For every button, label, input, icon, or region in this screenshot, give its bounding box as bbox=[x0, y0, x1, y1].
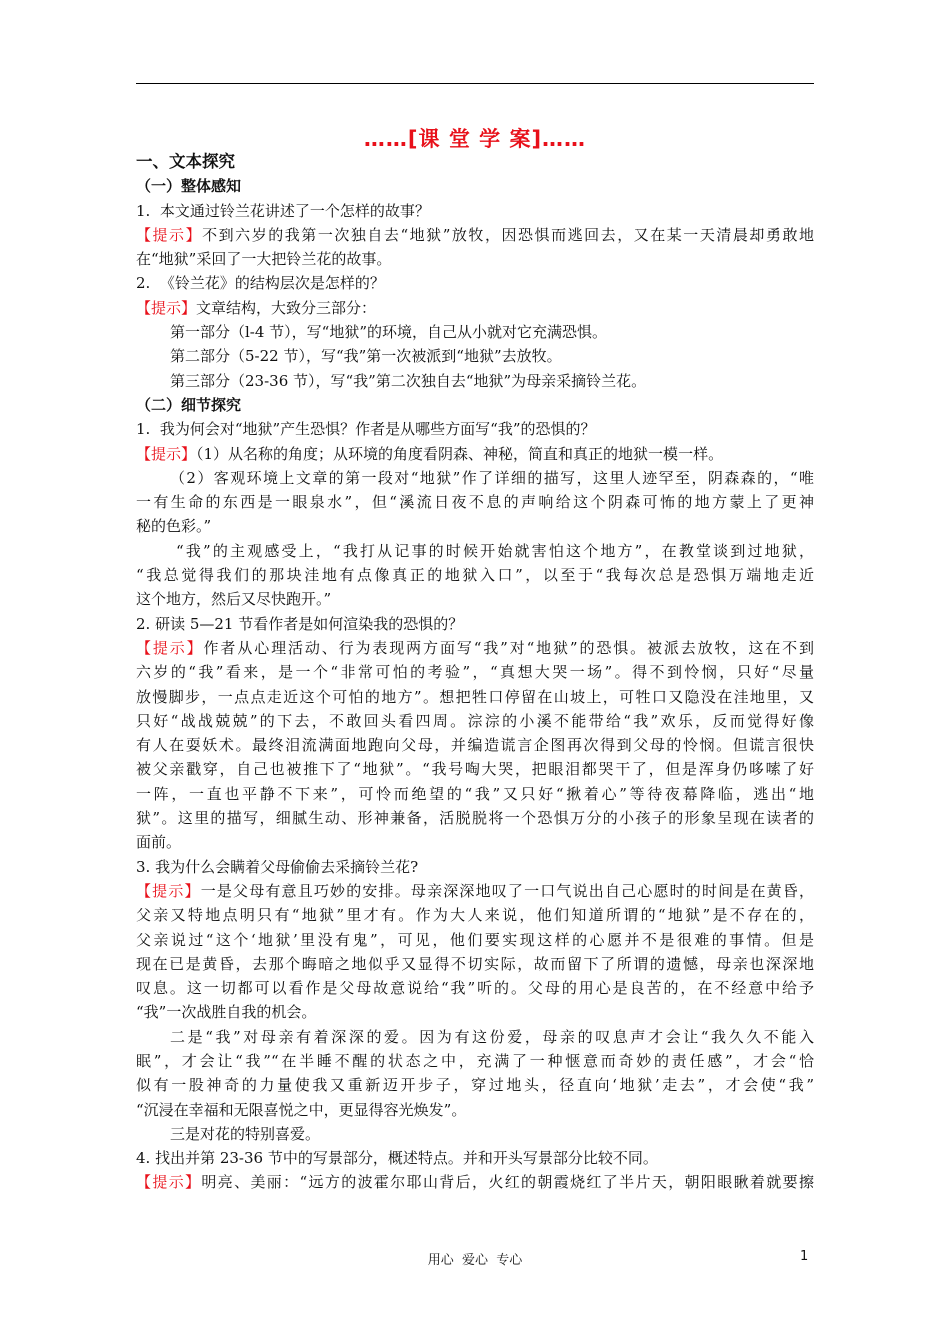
header-rule bbox=[136, 83, 814, 84]
answer-line: 有人在耍妖术。最终泪流满面地跑向父母，并编造谎言企图再次得到父母的怜悯。但谎言很快 bbox=[136, 736, 814, 755]
structure-part: 第二部分（5-22 节），写“我”第一次被派到“地狱”去放牧。 bbox=[170, 347, 562, 366]
hint-tag: 【提示】 bbox=[136, 225, 203, 244]
answer-line: 一阵，一直也平静不下来”，可怜而绝望的“我”又只好“揪着心”等待夜幕降临，逃出“地 bbox=[136, 784, 814, 803]
answer-line: 【提示】文章结构，大致分三部分： bbox=[136, 298, 377, 317]
answer-line: 父亲又特地点明只有“地狱”里才有。作为大人来说，他们知道所谓的“地狱”是不存在的， bbox=[136, 906, 814, 925]
page-title: ……[课 堂 学 案]…… bbox=[363, 127, 587, 151]
document-body bbox=[136, 150, 814, 1195]
page-footer: 用心 爱心 专心 bbox=[427, 1253, 523, 1268]
hint-tag: 【提示】 bbox=[136, 638, 204, 657]
answer-line: 【提示】不到六岁的我第一次独自去“地狱”放牧，因恐惧而逃回去，又在某一天清晨却勇敢地 bbox=[136, 225, 814, 244]
answer-line: 一有生命的东西是一眼泉水”，但“溪流日夜不息的声响给这个阴森可怖的地方蒙上了更神 bbox=[136, 493, 814, 512]
answer-line: 似有一股神奇的力量使我又重新迈开步子，穿过地头，径直向‘地狱’走去”，才会使“我” bbox=[136, 1076, 814, 1095]
answer-line: 放慢脚步，一点点走近这个可怕的地方”。想把牲口停留在山坡上，可牲口又隐没在洼地里，又 bbox=[136, 687, 814, 706]
answer-line: 叹息。这一切都可以看作是父母故意说给“我”听的。父母的用心是良苦的，在不经意中给予 bbox=[136, 979, 814, 998]
answer-line: 被父亲戳穿，自己也被推下了“地狱”。“我号啕大哭，把眼泪都哭干了，但是浑身仍哆嗦了好 bbox=[136, 760, 814, 779]
answer-line: （2）客观环境上文章的第一段对“地狱”作了详细的描写，这里人迹罕至，阴森森的，“唯 bbox=[170, 468, 814, 487]
answer-line: 【提示】一是父母有意且巧妙的安排。母亲深深地叹了一口气说出自己心愿时的时间是在黄昏， bbox=[136, 881, 814, 900]
subsection-heading: （二）细节探究 bbox=[136, 395, 242, 414]
question: 2. 研读 5—21 节看作者是如何渲染我的恐惧的？ bbox=[136, 614, 464, 633]
section-heading: 一、文本探究 bbox=[136, 152, 235, 171]
answer-line: 三是对花的特别喜爱。 bbox=[170, 1124, 321, 1143]
question: 3. 我为什么会瞒着父母偷偷去采摘铃兰花? bbox=[136, 857, 419, 876]
structure-part: 第三部分（23-36 节），写“我”第二次独自去“地狱”为母亲采摘铃兰花。 bbox=[170, 371, 647, 390]
question: 2. 《铃兰花》的结构层次是怎样的？ bbox=[136, 274, 385, 293]
answer-line: 狱”。这里的描写，细腻生动、形神兼备，活脱脱将一个恐惧万分的小孩子的形象呈现在读者的 bbox=[136, 809, 814, 828]
question: 4. 找出并第 23-36 节中的写景部分，概述特点。并和开头写景部分比较不同。 bbox=[136, 1149, 658, 1168]
answer-line: 眠”，才会让“我”“在半睡不醒的状态之中，充满了一种惬意而奇妙的责任感”，才会“恰 bbox=[136, 1051, 814, 1070]
answer-line: “我总觉得我们的那块洼地有点像真正的地狱入口”，以至于“我每次总是恐惧万端地走近 bbox=[136, 566, 814, 585]
hint-tag: 【提示】 bbox=[136, 298, 197, 317]
answer-line: 【提示】明亮、美丽：“远方的波霍尔耶山背后，火红的朝霞烧红了半片天，朝阳眼瞅着就要擦 bbox=[136, 1173, 814, 1192]
answer-line: 只好“战战兢兢”的下去，不敢回头看四周。淙淙的小溪不能带给“我”欢乐，反而觉得好像 bbox=[136, 711, 814, 730]
answer-line: 二是“我”对母亲有着深深的爱。因为有这份爱，母亲的叹息声才会让“我久久不能入 bbox=[170, 1027, 814, 1046]
answer-line: 六岁的“我”看来，是一个“非常可怕的考验”，“真想大哭一场”。得不到怜悯，只好“尽量 bbox=[136, 663, 814, 682]
question: 1. 本文通过铃兰花讲述了一个怎样的故事？ bbox=[136, 201, 430, 220]
hint-tag: 【提示】 bbox=[136, 444, 197, 463]
answer-line: “我”的主观感受上，“我打从记事的时候开始就害怕这个地方”，在教堂谈到过地狱， bbox=[176, 541, 814, 560]
answer-line: 在“地狱”采回了一大把铃兰花的故事。 bbox=[136, 250, 392, 269]
answer-line: 父亲说过“这个‘地狱’里没有鬼”，可见，他们要实现这样的心愿并不是很难的事情。但是 bbox=[136, 930, 814, 949]
answer-line: 现在已是黄昏，去那个晦暗之地似乎又显得不切实际，故而留下了所谓的遗憾，母亲也深深地 bbox=[136, 954, 814, 973]
answer-line: 【提示】（1）从名称的角度；从环境的角度看阴森、神秘，简直和真正的地狱一模一样。 bbox=[136, 444, 724, 463]
answer-line: 【提示】作者从心理活动、行为表现两方面写“我”对“地狱”的恐惧。被派去放牧，这在不到 bbox=[136, 638, 814, 657]
answer-line: “沉浸在幸福和无限喜悦之中，更显得容光焕发”。 bbox=[136, 1100, 467, 1119]
hint-tag: 【提示】 bbox=[136, 1173, 202, 1192]
answer-line: 这个地方，然后又尽快跑开。” bbox=[136, 590, 332, 609]
answer-line: “我”一次战胜自我的机会。 bbox=[136, 1003, 317, 1022]
structure-part: 第一部分（l-4 节），写“地狱”的环境，自己从小就对它充满恐惧。 bbox=[170, 323, 608, 342]
answer-line: 面前。 bbox=[136, 833, 182, 852]
page-number: 1 bbox=[800, 1249, 809, 1264]
question: 1. 我为何会对“地狱”产生恐惧？作者是从哪些方面写“我”的恐惧的？ bbox=[136, 420, 596, 439]
hint-tag: 【提示】 bbox=[136, 881, 201, 900]
subsection-heading: （一）整体感知 bbox=[136, 177, 242, 196]
answer-line: 秘的色彩。” bbox=[136, 517, 212, 536]
